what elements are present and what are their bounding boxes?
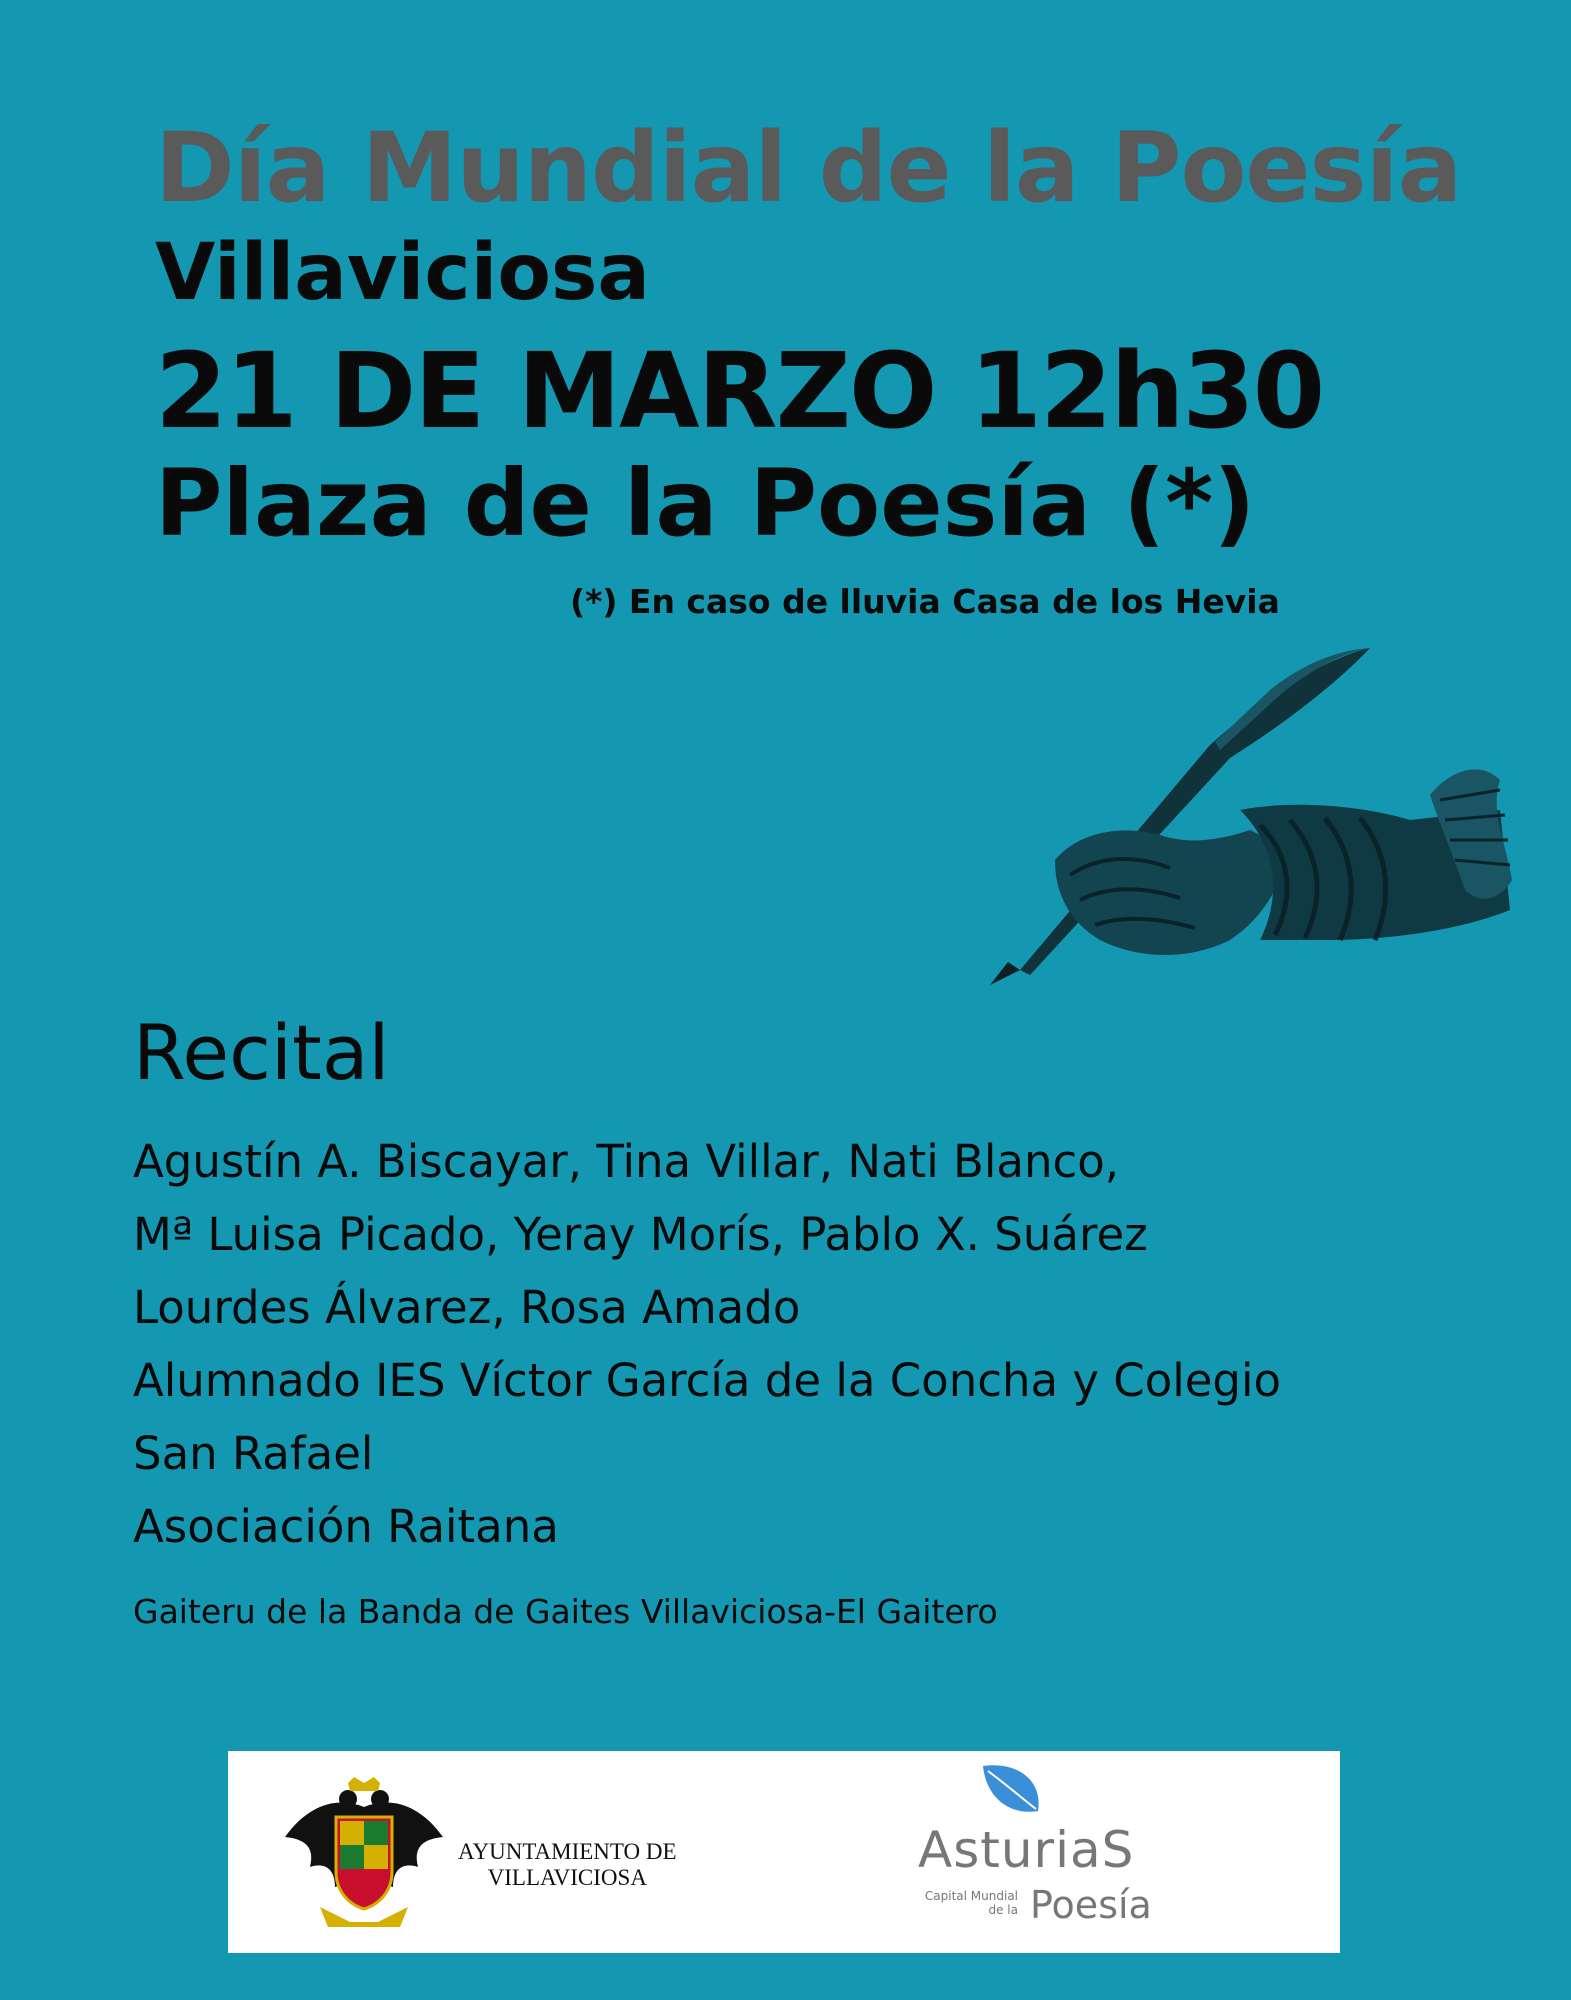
list-item: Alumnado IES Víctor García de la Concha y Colegio — [133, 1354, 1282, 1407]
event-venue: Plaza de la Poesía (*) — [155, 450, 1256, 557]
list-item: Mª Luisa Picado, Yeray Morís, Pablo X. Suárez — [133, 1208, 1148, 1261]
event-title: Día Mundial de la Poesía — [155, 112, 1462, 224]
asturias-small-text: Capital Mundial de la — [924, 1889, 1018, 1917]
list-item: Agustín A. Biscayar, Tina Villar, Nati Blanco, — [133, 1135, 1120, 1188]
asturias-poesia-word: Poesía — [1030, 1883, 1152, 1927]
asturias-poesia-logo — [918, 1761, 1208, 1943]
quill-hand-icon — [960, 640, 1520, 990]
participants-list — [133, 1125, 1281, 1563]
list-item: Lourdes Álvarez, Rosa Amado — [133, 1281, 801, 1334]
event-datetime: 21 DE MARZO 12h30 — [155, 330, 1324, 452]
list-item: San Rafael — [133, 1427, 374, 1480]
asturias-word: AsturiaS — [918, 1821, 1135, 1879]
ayuntamiento-line1: AYUNTAMIENTO DE — [458, 1839, 677, 1864]
ayuntamiento-line2: VILLAVICIOSA — [487, 1865, 647, 1890]
event-town: Villaviciosa — [155, 228, 651, 318]
list-item: Asociación Raitana — [133, 1500, 559, 1553]
leaf-icon — [978, 1761, 1048, 1821]
music-credit: Gaiteru de la Banda de Gaites Villaviciosa-El Gaitero — [133, 1592, 998, 1631]
coat-of-arms-icon — [280, 1777, 448, 1927]
recital-heading: Recital — [133, 1008, 390, 1097]
ayuntamiento-logo-text — [458, 1839, 677, 1891]
rain-note: (*) En caso de lluvia Casa de los Hevia — [570, 582, 1280, 621]
sponsor-logos-bar — [228, 1751, 1340, 1953]
